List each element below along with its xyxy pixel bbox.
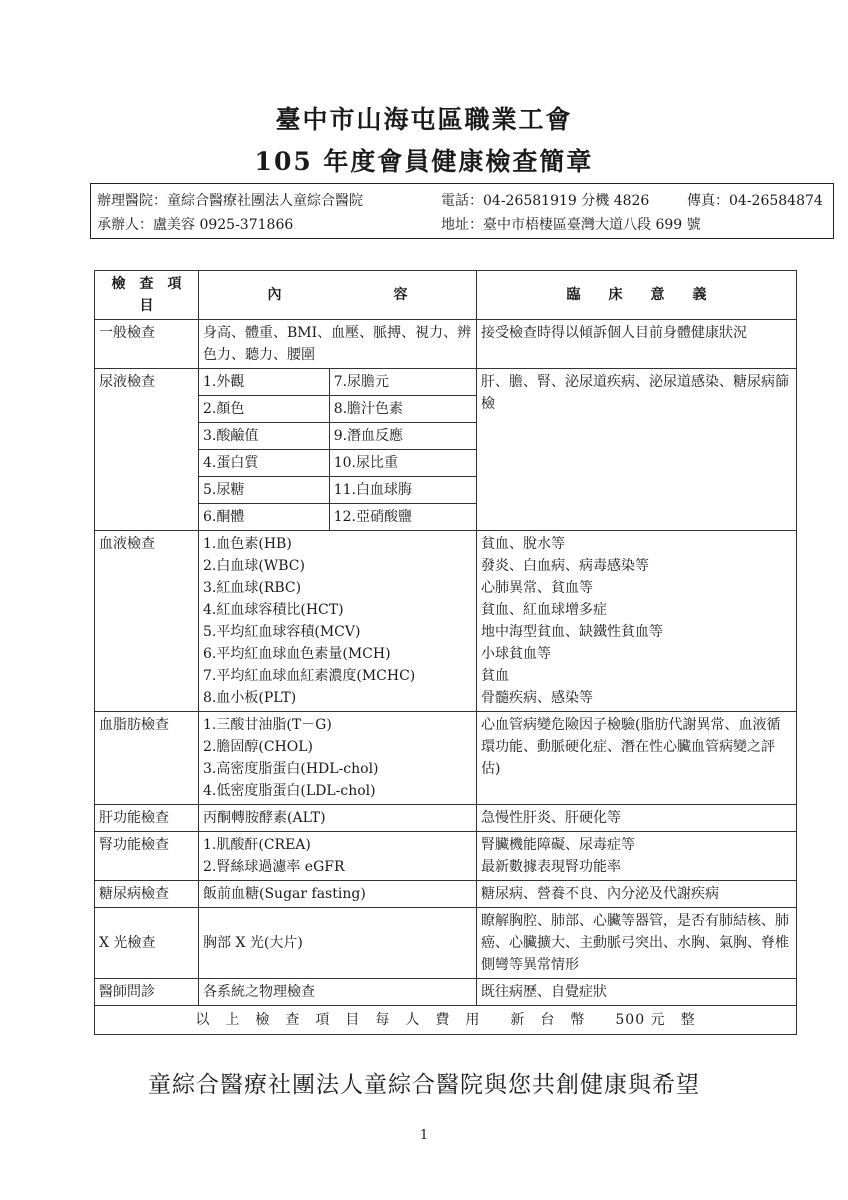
blood-test: 3.紅血球(RBC) bbox=[203, 580, 302, 596]
lipid-test: 4.低密度脂蛋白(LDL-chol) bbox=[203, 783, 376, 799]
item-label: 血液檢查 bbox=[95, 531, 199, 712]
item-meaning: 急慢性肝炎、肝硬化等 bbox=[477, 805, 797, 832]
kidney-test: 2.腎絲球過濾率 eGFR bbox=[203, 859, 345, 875]
blood-content bbox=[199, 531, 477, 712]
contact-person: 承辦人：盧美容 0925-371866 bbox=[97, 217, 294, 233]
item-content: 各系統之物理檢查 bbox=[199, 979, 477, 1006]
header-content: 內 容 bbox=[199, 271, 477, 320]
urine-test: 2.顏色 bbox=[199, 396, 329, 423]
blood-meaning-line: 貧血、紅血球增多症 bbox=[481, 602, 607, 618]
kidney-meaning-line: 腎臟機能障礙、尿毒症等 bbox=[481, 837, 635, 853]
item-label: 血脂肪檢查 bbox=[95, 712, 199, 805]
item-label: 尿液檢查 bbox=[95, 369, 199, 531]
header-meaning: 臨 床 意 義 bbox=[477, 271, 797, 320]
table-row-liver bbox=[95, 805, 797, 832]
fee-text: 以 上 檢 查 項 目 每 人 費 用 新 台 幣 500 元 整 bbox=[95, 1006, 797, 1035]
urine-test: 3.酸鹼值 bbox=[199, 423, 329, 450]
exam-table bbox=[94, 270, 797, 1035]
kidney-meaning bbox=[477, 832, 797, 881]
blood-test: 1.血色素(HB) bbox=[203, 536, 292, 552]
hospital-fax: 傳真：04-26584874 bbox=[687, 193, 823, 209]
item-meaning: 糖尿病、營養不良、內分泌及代謝疾病 bbox=[477, 881, 797, 908]
item-meaning: 接受檢查時得以傾訴個人目前身體健康狀況 bbox=[477, 320, 797, 369]
header-item: 檢 查 項 目 bbox=[95, 271, 199, 320]
table-row-lipid bbox=[95, 712, 797, 805]
blood-test: 6.平均紅血球血色素量(MCH) bbox=[203, 646, 391, 662]
table-row-kidney bbox=[95, 832, 797, 881]
hospital-slogan: 童綜合醫療社團法人童綜合醫院與您共創健康與希望 bbox=[148, 1072, 700, 1098]
blood-meaning-line: 小球貧血等 bbox=[481, 646, 551, 662]
item-content: 身高、體重、BMI、血壓、脈搏、視力、辨色力、聽力、腰圍 bbox=[199, 320, 477, 369]
blood-meaning bbox=[477, 531, 797, 712]
urine-test: 1.外觀 bbox=[199, 369, 329, 396]
table-row-general bbox=[95, 320, 797, 369]
hospital-info-box bbox=[90, 183, 834, 239]
lipid-content bbox=[199, 712, 477, 805]
urine-test: 4.蛋白質 bbox=[199, 450, 329, 477]
hospital-name: 辦理醫院：童綜合醫療社團法人童綜合醫院 bbox=[97, 193, 363, 209]
item-label: 一般檢查 bbox=[95, 320, 199, 369]
urine-subtable-cell bbox=[199, 369, 477, 531]
lipid-test: 1.三酸甘油脂(T－G) bbox=[203, 717, 332, 733]
table-row-xray bbox=[95, 908, 797, 979]
table-row-blood bbox=[95, 531, 797, 712]
page-number: 1 bbox=[419, 1128, 429, 1143]
item-content: 胸部 X 光(大片) bbox=[199, 908, 477, 979]
blood-test: 8.血小板(PLT) bbox=[203, 690, 297, 706]
item-content: 飯前血糖(Sugar fasting) bbox=[199, 881, 477, 908]
item-label: 糖尿病檢查 bbox=[95, 881, 199, 908]
blood-test: 7.平均紅血球血紅素濃度(MCHC) bbox=[203, 668, 416, 684]
urine-test: 7.尿膽元 bbox=[329, 369, 476, 396]
urine-subtable bbox=[199, 369, 476, 530]
table-row-diabetes bbox=[95, 881, 797, 908]
blood-test: 5.平均紅血球容積(MCV) bbox=[203, 624, 361, 640]
item-meaning: 肝、膽、腎、泌尿道疾病、泌尿道感染、糖尿病篩檢 bbox=[477, 369, 797, 531]
urine-test: 9.潛血反應 bbox=[329, 423, 476, 450]
hospital-phone: 電話：04-26581919 分機 4826 bbox=[441, 193, 650, 209]
blood-meaning-line: 骨髓疾病、感染等 bbox=[481, 690, 593, 706]
kidney-meaning-line: 最新數據表現腎功能率 bbox=[481, 859, 621, 875]
item-meaning: 心血管病變危險因子檢驗(脂肪代謝異常、血液循環功能、動脈硬化症、潛在性心臟血管病變之評估) bbox=[477, 712, 797, 805]
blood-meaning-line: 發炎、白血病、病毒感染等 bbox=[481, 558, 649, 574]
urine-test: 8.膽汁色素 bbox=[329, 396, 476, 423]
document-title: 105 年度會員健康檢查簡章 bbox=[254, 147, 594, 176]
kidney-test: 1.肌酸酐(CREA) bbox=[203, 837, 311, 853]
item-label: 肝功能檢查 bbox=[95, 805, 199, 832]
item-label: X 光檢查 bbox=[95, 908, 199, 979]
urine-test: 12.亞硝酸鹽 bbox=[333, 509, 412, 525]
item-label: 醫師問診 bbox=[95, 979, 199, 1006]
item-meaning: 瞭解胸腔、肺部、心臟等器管，是否有肺結核、肺癌、心臟擴大、主動脈弓突出、水胸、氣胸、脊椎側彎等異常情形 bbox=[477, 908, 797, 979]
urine-test: 6.酮體 bbox=[199, 504, 329, 531]
fee-row bbox=[95, 1006, 797, 1035]
blood-test: 2.白血球(WBC) bbox=[203, 558, 305, 574]
item-content: 丙酮轉胺酵素(ALT) bbox=[199, 805, 477, 832]
item-meaning: 既往病歷、自覺症狀 bbox=[477, 979, 797, 1006]
blood-meaning-line: 貧血 bbox=[481, 668, 509, 684]
table-header-row bbox=[95, 271, 797, 320]
urine-test: 11.白血球脢 bbox=[329, 477, 476, 504]
kidney-content bbox=[199, 832, 477, 881]
union-title: 臺中市山海屯區職業工會 bbox=[275, 105, 573, 134]
table-row-urine bbox=[95, 369, 797, 531]
lipid-test: 3.高密度脂蛋白(HDL-chol) bbox=[203, 761, 379, 777]
urine-test: 10.尿比重 bbox=[329, 450, 476, 477]
blood-meaning-line: 貧血、脫水等 bbox=[481, 536, 565, 552]
item-label: 腎功能檢查 bbox=[95, 832, 199, 881]
table-row-doctor bbox=[95, 979, 797, 1006]
urine-test: 5.尿糖 bbox=[199, 477, 329, 504]
lipid-test: 2.膽固醇(CHOL) bbox=[203, 739, 313, 755]
blood-meaning-line: 地中海型貧血、缺鐵性貧血等 bbox=[481, 624, 663, 640]
hospital-address: 地址：臺中市梧棲區臺灣大道八段 699 號 bbox=[441, 217, 701, 233]
blood-test: 4.紅血球容積比(HCT) bbox=[203, 602, 344, 618]
blood-meaning-line: 心肺異常、貧血等 bbox=[481, 580, 593, 596]
